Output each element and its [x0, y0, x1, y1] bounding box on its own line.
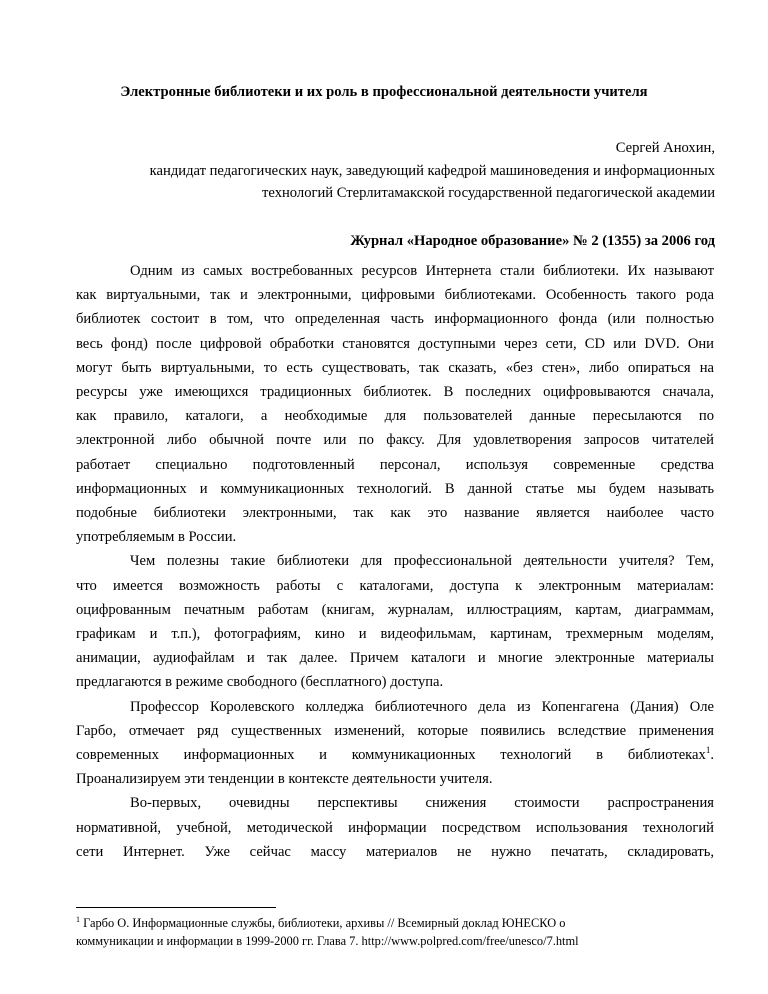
text-line: сети Интернет. Уже сейчас массу материалов не нужно печатать, складировать, — [76, 843, 714, 860]
text-line: графикам и т.п.), фотографиям, кино и видеофильмам, картинам, трехмерным моделям, — [76, 626, 714, 643]
footnote-separator — [76, 907, 276, 908]
text-line: предлагаются в режиме свободного (бесплатного) доступа. — [76, 674, 444, 691]
text-line: информационных и коммуникационных технологий. В данной статье мы будем называть — [76, 480, 714, 497]
text-line: работает специально подготовленный персонал, используя современные средства — [76, 456, 714, 473]
text-line: современных информационных и коммуникационных технологий в библиотеках — [76, 747, 706, 764]
journal-reference: Журнал «Народное образование» № 2 (1355) за 2006 год — [350, 233, 715, 249]
text-line: Чем полезны такие библиотеки для профессиональной деятельности учителя? Тем, — [130, 553, 714, 570]
text-line: оцифрованным печатным работам (книгам, журналам, иллюстрациям, картам, диаграммам, — [76, 601, 714, 618]
paragraph — [76, 259, 714, 549]
footnote-number: 1 — [76, 915, 80, 924]
text-line: употребляемым в России. — [76, 529, 237, 546]
footnote-line — [76, 914, 716, 932]
text-line: Гарбо, отмечает ряд существенных изменений, которые появились вследствие применения — [76, 722, 714, 739]
footnote-line[interactable]: коммуникации и информации в 1999-2000 гг. Глава 7. http://www.polpred.com/free/unesco/7.html — [76, 934, 579, 948]
text-line: Во-первых, очевидны перспективы снижения стоимости распространения — [130, 795, 714, 812]
author-affiliation-line-2: технологий Стерлитамакской государственной педагогической академии — [262, 185, 715, 201]
author-block — [75, 137, 715, 205]
article-body — [76, 259, 714, 864]
footnote-text: Гарбо О. Информационные службы, библиотеки, архивы // Всемирный доклад ЮНЕСКО о — [83, 916, 566, 930]
text-line: Проанализируем эти тенденции в контексте деятельности учителя. — [76, 771, 493, 788]
author-name: Сергей Анохин, — [615, 140, 715, 156]
paragraph — [76, 791, 714, 864]
text-line: могут быть виртуальными, то есть существовать, так сказать, «без стен», либо опираться на — [76, 359, 714, 376]
text-line: весь фонд) после цифровой обработки становятся доступными через сети, CD или DVD. Они — [76, 335, 714, 352]
text-line-with-footnote: современных информационных и коммуникационных технологий в библиотеках$^1$. — [76, 745, 714, 764]
author-affiliation-line-1: кандидат педагогических наук, заведующий кафедрой машиноведения и информационных — [149, 162, 715, 179]
text-line: Профессор Королевского колледжа библиотечного дела из Копенгагена (Дания) Оле — [130, 698, 714, 715]
footnote-reference[interactable]: 1 — [705, 745, 711, 756]
text-line: подобные библиотеки электронными, так как это название является наиболее часто — [76, 505, 714, 522]
text-line: Одним из самых востребованных ресурсов Интернета стали библиотеки. Их называют — [130, 263, 714, 279]
article-title: Электронные библиотеки и их роль в профессиональной деятельности учителя — [120, 84, 648, 100]
paragraph — [76, 549, 714, 694]
footnote — [76, 914, 716, 950]
text-line: нормативной, учебной, методической информации посредством использования технологий — [76, 819, 714, 836]
text-line: что имеется возможность работы с каталогами, доступа к электронным материалам: — [76, 577, 714, 594]
text-line: библиотек состоит в том, что определенная часть информационного фонда (или полностью — [76, 311, 714, 328]
text-line: ресурсы уже имеющихся традиционных библиотек. В последних оцифровываются сначала, — [76, 384, 714, 401]
paragraph — [76, 695, 714, 792]
text-line: как правило, каталоги, а необходимые для пользователей данные пересылаются по — [76, 408, 714, 425]
text-line: анимации, аудиофайлам и так далее. Причем каталоги и многие электронные материалы — [76, 650, 714, 667]
text-line: как виртуальными, так и электронными, цифровыми библиотеками. Особенность такого рода — [76, 287, 714, 304]
text-line: электронной либо обычной почте или по факсу. Для удовлетворения запросов читателей — [76, 432, 714, 449]
